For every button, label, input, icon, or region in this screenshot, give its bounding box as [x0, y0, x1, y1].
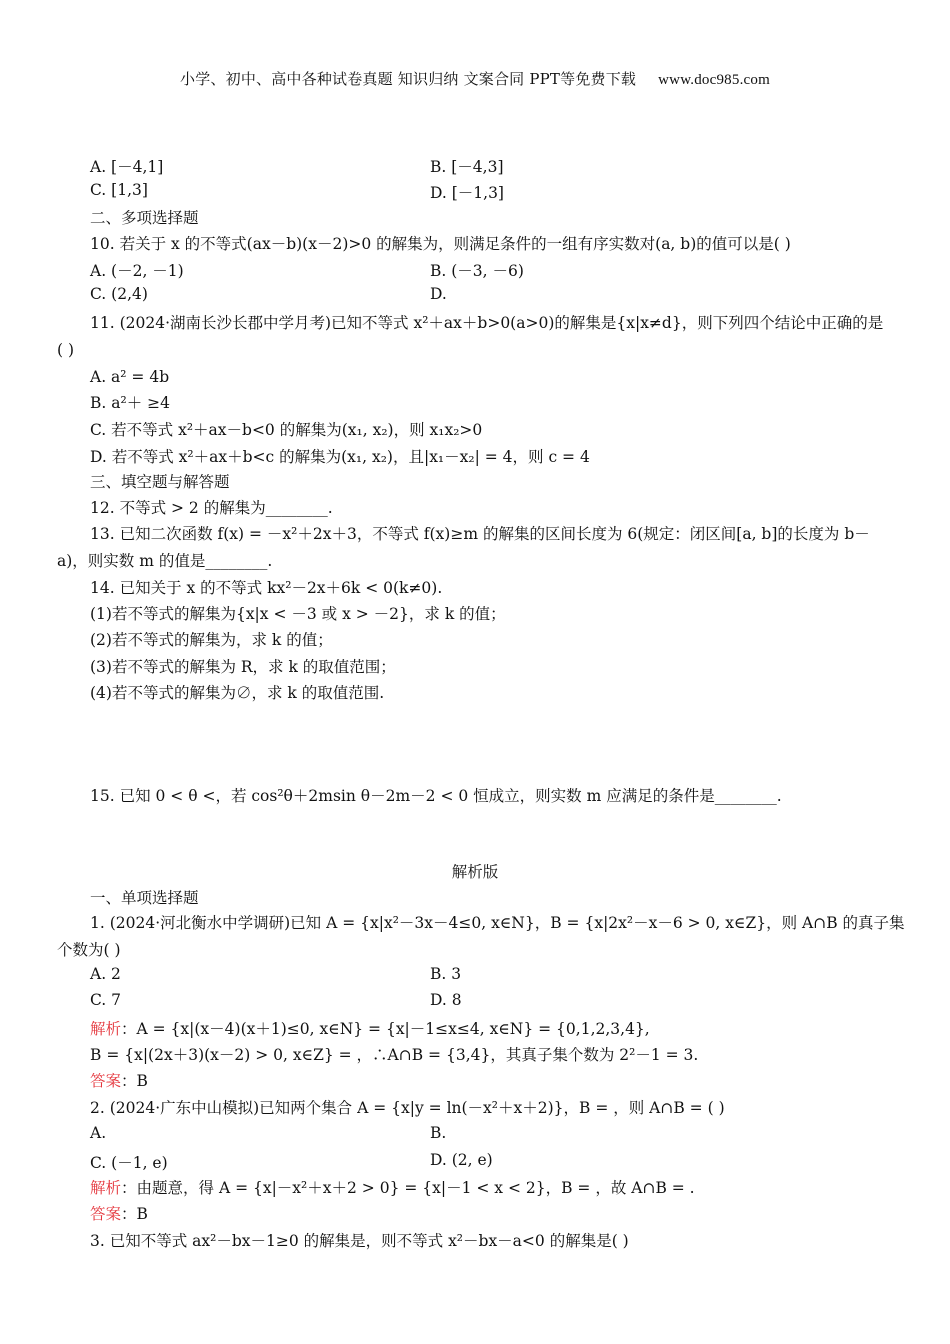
page-header	[0, 68, 950, 89]
answer-label: 答案	[90, 1072, 122, 1090]
options-row	[90, 181, 850, 203]
solution-text: ：由题意，得 A = {x|－x²＋x＋2 > 0} = {x|－1 < x < 2}，B = ，故 A∩B = .	[121, 1179, 695, 1197]
option-c: C. (－1, e)	[90, 1154, 168, 1172]
solution-2	[90, 1177, 695, 1199]
option-b: B.	[430, 1124, 447, 1142]
header-text: 小学、初中、高中各种试卷真题 知识归纳 文案合同 PPT等免费下载	[180, 70, 637, 88]
options-row	[90, 259, 850, 281]
option-c: C. 若不等式 x²＋ax－b<0 的解集为(x₁, x₂)，则 x₁x₂>0	[90, 421, 483, 439]
solution-label: 解析	[90, 1020, 122, 1038]
options-row	[90, 285, 850, 307]
question-11: 11. (2024·湖南长沙长郡中学月考)已知不等式 x²＋ax＋b>0(a>0)的解集是{x|x≠d}，则下列四个结论中正确的是	[90, 314, 884, 332]
question-14: 14. 已知关于 x 的不等式 kx²－2x＋6k < 0(k≠0).	[90, 579, 443, 597]
answer-2	[90, 1203, 148, 1225]
solution-1-cont: B = {x|(2x＋3)(x－2) > 0, x∈Z} = ，∴A∩B = {3,4}，其真子集个数为 2²－1 = 3.	[90, 1046, 699, 1064]
question-13: 13. 已知二次函数 f(x) = －x²＋2x＋3，不等式 f(x)≥m 的解集的区间长度为 6(规定：闭区间[a, b]的长度为 b－	[90, 525, 870, 543]
solution-text: ：A = {x|(x－4)(x＋1)≤0, x∈N} = {x|－1≤x≤4, x∈N} = {0,1,2,3,4},	[121, 1020, 650, 1038]
question-3: 3. 已知不等式 ax²－bx－1≥0 的解集是，则不等式 x²－bx－a<0 的解集是( )	[90, 1232, 629, 1250]
option-b: B. a²＋ ≥4	[90, 394, 170, 412]
question-14-part3: (3)若不等式的解集为 R，求 k 的取值范围；	[90, 658, 396, 676]
question-2: 2. (2024·广东中山模拟)已知两个集合 A = {x|y = ln(－x²＋x＋2)}，B = ，则 A∩B = ( )	[90, 1099, 725, 1117]
options-row	[90, 155, 850, 177]
question-14-part1: (1)若不等式的解集为{x|x < －3 或 x > －2}，求 k 的值；	[90, 605, 506, 623]
answer-text: ：B	[121, 1205, 148, 1223]
section-heading: 三、填空题与解答题	[90, 473, 230, 491]
option-d: D. 8	[430, 991, 462, 1009]
option-b: B. 3	[430, 965, 462, 983]
option-a: A.	[90, 1124, 107, 1142]
option-c: C. 7	[90, 991, 122, 1009]
option-d: D. (2, e)	[430, 1151, 493, 1169]
options-row	[90, 1151, 850, 1173]
options-row	[90, 1124, 850, 1146]
option-a: A. 2	[90, 965, 121, 983]
option-b: B. [－4,3]	[430, 158, 504, 176]
question-14-part4: (4)若不等式的解集为∅，求 k 的取值范围.	[90, 684, 385, 702]
question-14-part2: (2)若不等式的解集为，求 k 的值；	[90, 631, 333, 649]
option-a: A. (－2, －1)	[90, 262, 184, 280]
question-10: 10. 若关于 x 的不等式(ax－b)(x－2)>0 的解集为，则满足条件的一组有序实数对(a, b)的值可以是( )	[90, 235, 791, 253]
question-13-cont: a)，则实数 m 的值是________.	[57, 552, 273, 570]
solution-label: 解析	[90, 1179, 122, 1197]
option-d: D.	[430, 285, 447, 303]
answer-section-title: 解析版	[451, 863, 499, 881]
question-15: 15. 已知 0 < θ <，若 cos²θ＋2msin θ－2m－2 < 0 恒成立，则实数 m 应满足的条件是________.	[90, 787, 782, 805]
options-row	[90, 991, 850, 1013]
options-row	[90, 965, 850, 987]
answer-label: 答案	[90, 1205, 122, 1223]
solution-1	[90, 1018, 650, 1040]
option-d: D. [－1,3]	[430, 184, 504, 202]
section-heading: 二、多项选择题	[90, 209, 199, 227]
question-11-paren: ( )	[57, 341, 75, 359]
header-url[interactable]: www.doc985.com	[658, 72, 770, 88]
option-a: A. [－4,1]	[90, 158, 164, 176]
answer-1	[90, 1070, 148, 1092]
option-c: C. [1,3]	[90, 181, 148, 199]
question-1-cont: 个数为( )	[57, 941, 121, 959]
section-heading: 一、单项选择题	[90, 889, 199, 907]
question-1: 1. (2024·河北衡水中学调研)已知 A = {x|x²－3x－4≤0, x∈N}，B = {x|2x²－x－6 > 0, x∈Z}，则 A∩B 的真子集	[90, 914, 905, 932]
question-12: 12. 不等式 > 2 的解集为________.	[90, 499, 333, 517]
answer-text: ：B	[121, 1072, 148, 1090]
option-d: D. 若不等式 x²＋ax＋b<c 的解集为(x₁, x₂)，且|x₁－x₂| = 4，则 c = 4	[90, 448, 590, 466]
option-a: A. a² = 4b	[90, 368, 170, 386]
option-c: C. (2,4)	[90, 285, 148, 303]
option-b: B. (－3, －6)	[430, 262, 524, 280]
